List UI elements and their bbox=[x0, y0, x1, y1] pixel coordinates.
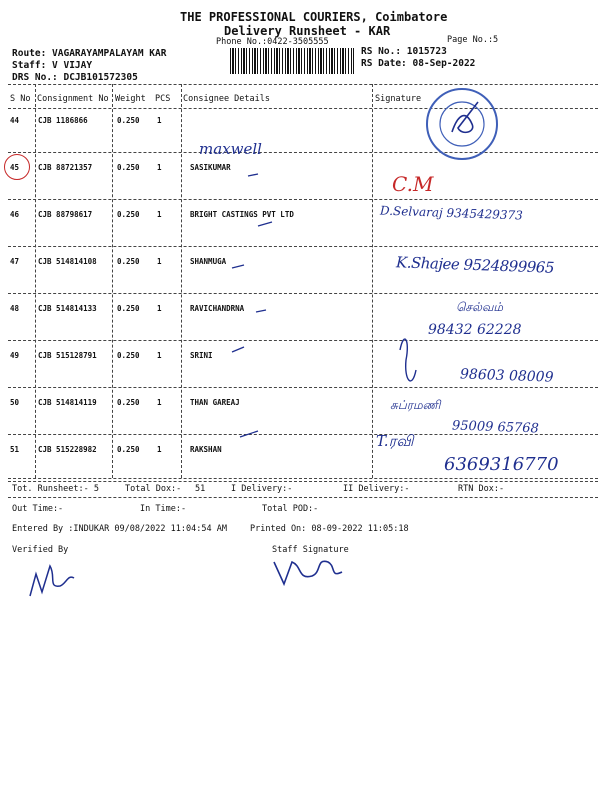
cell-consignee: BRIGHT CASTINGS PVT LTD bbox=[190, 210, 294, 219]
cell-consignment: CJB 514814108 bbox=[38, 257, 97, 266]
document-title: Delivery Runsheet - KAR bbox=[224, 24, 391, 38]
cell-consignee: RAVICHANDRNA bbox=[190, 304, 245, 313]
total-dox-label: Total Dox:- bbox=[125, 484, 182, 494]
entered-by: Entered By :INDUKAR 09/08/2022 11:04:54 AM bbox=[12, 524, 227, 534]
cell-consignee: SASIKUMAR bbox=[190, 163, 231, 172]
signature-row-48-name: செல்வம் bbox=[456, 300, 504, 314]
cell-consignee: THAN GAREAJ bbox=[190, 398, 240, 407]
signature-row-46: D.Selvaraj 9345429373 bbox=[379, 203, 524, 223]
ink-tick bbox=[240, 431, 258, 437]
cell-consignment: CJB 1186866 bbox=[38, 116, 88, 125]
printed-on: Printed On: 08-09-2022 11:05:18 bbox=[250, 524, 409, 534]
handwritten-cm: C.M bbox=[392, 172, 434, 196]
signature-row-51-name: T.ரவி bbox=[376, 432, 414, 450]
cell-pcs: 1 bbox=[157, 398, 162, 407]
col-header-pcs: PCS bbox=[155, 94, 171, 104]
signature-row-51-phone: 6369316770 bbox=[444, 454, 559, 475]
cell-sno: 48 bbox=[10, 304, 20, 313]
signature-row-50-phone: 95009 65768 bbox=[451, 418, 540, 437]
cell-sno: 45 bbox=[10, 163, 20, 172]
cell-pcs: 1 bbox=[157, 304, 162, 313]
total-dox-value: 51 bbox=[195, 484, 206, 494]
cell-pcs: 1 bbox=[157, 445, 162, 454]
rs-number: RS No.: 1015723 bbox=[361, 46, 447, 57]
verified-by-label: Verified By bbox=[12, 545, 69, 555]
ink-tick bbox=[256, 310, 266, 312]
cell-weight: 0.250 bbox=[117, 304, 140, 313]
ink-tick bbox=[258, 222, 272, 226]
staff-signature bbox=[268, 556, 352, 592]
route-label: Route: VAGARAYAMPALAYAM KAR bbox=[12, 48, 167, 59]
drs-number: DRS No.: DCJB101572305 bbox=[12, 72, 138, 83]
cell-consignment: CJB 514814133 bbox=[38, 304, 97, 313]
cell-consignee: RAKSHAN bbox=[190, 445, 222, 454]
cell-sno: 47 bbox=[10, 257, 20, 266]
col-header-signature: Signature bbox=[375, 94, 422, 104]
signature-row-47: K.Shajee 9524899965 bbox=[395, 253, 555, 277]
cell-sno: 49 bbox=[10, 351, 20, 360]
col-header-consignment: Consignment No bbox=[37, 94, 109, 104]
cell-consignee: SHANMUGA bbox=[190, 257, 227, 266]
cell-sno: 50 bbox=[10, 398, 20, 407]
tot-runsheet: Tot. Runsheet:- 5 bbox=[12, 484, 99, 494]
i-delivery: I Delivery:- bbox=[231, 484, 293, 494]
page-number: Page No.:5 bbox=[447, 35, 499, 45]
ii-delivery: II Delivery:- bbox=[343, 484, 410, 494]
ink-tick bbox=[248, 174, 258, 176]
in-time: In Time:- bbox=[140, 504, 187, 514]
cell-sno: 46 bbox=[10, 210, 20, 219]
cell-consignment: CJB 515228982 bbox=[38, 445, 97, 454]
cell-weight: 0.250 bbox=[117, 398, 140, 407]
rtn-dox: RTN Dox:- bbox=[458, 484, 505, 494]
cell-pcs: 1 bbox=[157, 163, 162, 172]
col-header-consignee: Consignee Details bbox=[183, 94, 270, 104]
total-pod: Total POD:- bbox=[262, 504, 319, 514]
out-time: Out Time:- bbox=[12, 504, 64, 514]
cell-sno: 51 bbox=[10, 445, 20, 454]
cell-consignment: CJB 514814119 bbox=[38, 398, 97, 407]
footer-mid-rule bbox=[8, 497, 598, 498]
cell-weight: 0.250 bbox=[117, 351, 140, 360]
footer-top-rule bbox=[8, 478, 598, 479]
cell-weight: 0.250 bbox=[117, 257, 140, 266]
cell-sno: 44 bbox=[10, 116, 20, 125]
cell-pcs: 1 bbox=[157, 116, 162, 125]
verifier-signature bbox=[22, 560, 82, 604]
cell-pcs: 1 bbox=[157, 351, 162, 360]
staff-label: Staff: V VIJAY bbox=[12, 60, 93, 71]
signature-row-50-name: சுப்ரமணி bbox=[390, 398, 441, 412]
handwritten-maxwell: maxwell bbox=[199, 140, 262, 158]
cell-weight: 0.250 bbox=[117, 163, 140, 172]
staff-signature-label: Staff Signature bbox=[272, 545, 349, 555]
cell-consignment: CJB 515128791 bbox=[38, 351, 97, 360]
company-title: THE PROFESSIONAL COURIERS, Coimbatore bbox=[180, 10, 448, 24]
office-stamp bbox=[424, 86, 500, 162]
cell-consignee: SRINI bbox=[190, 351, 213, 360]
cell-weight: 0.250 bbox=[117, 210, 140, 219]
cell-weight: 0.250 bbox=[117, 445, 140, 454]
cell-pcs: 1 bbox=[157, 210, 162, 219]
ink-tick bbox=[232, 265, 244, 268]
cell-consignment: CJB 88721357 bbox=[38, 163, 93, 172]
signature-row-48-phone: 98432 62228 bbox=[428, 322, 522, 338]
ink-tick bbox=[232, 347, 244, 352]
col-header-sno: S No bbox=[10, 94, 31, 104]
cell-pcs: 1 bbox=[157, 257, 162, 266]
cell-consignment: CJB 88798617 bbox=[38, 210, 93, 219]
phone-number: Phone No.:0422-3505555 bbox=[216, 37, 329, 47]
signature-row-49-phone: 98603 08009 bbox=[459, 366, 554, 386]
ink-scribble bbox=[400, 339, 416, 381]
cell-weight: 0.250 bbox=[117, 116, 140, 125]
rs-date: RS Date: 08-Sep-2022 bbox=[361, 58, 476, 69]
col-header-weight: Weight bbox=[115, 94, 146, 104]
